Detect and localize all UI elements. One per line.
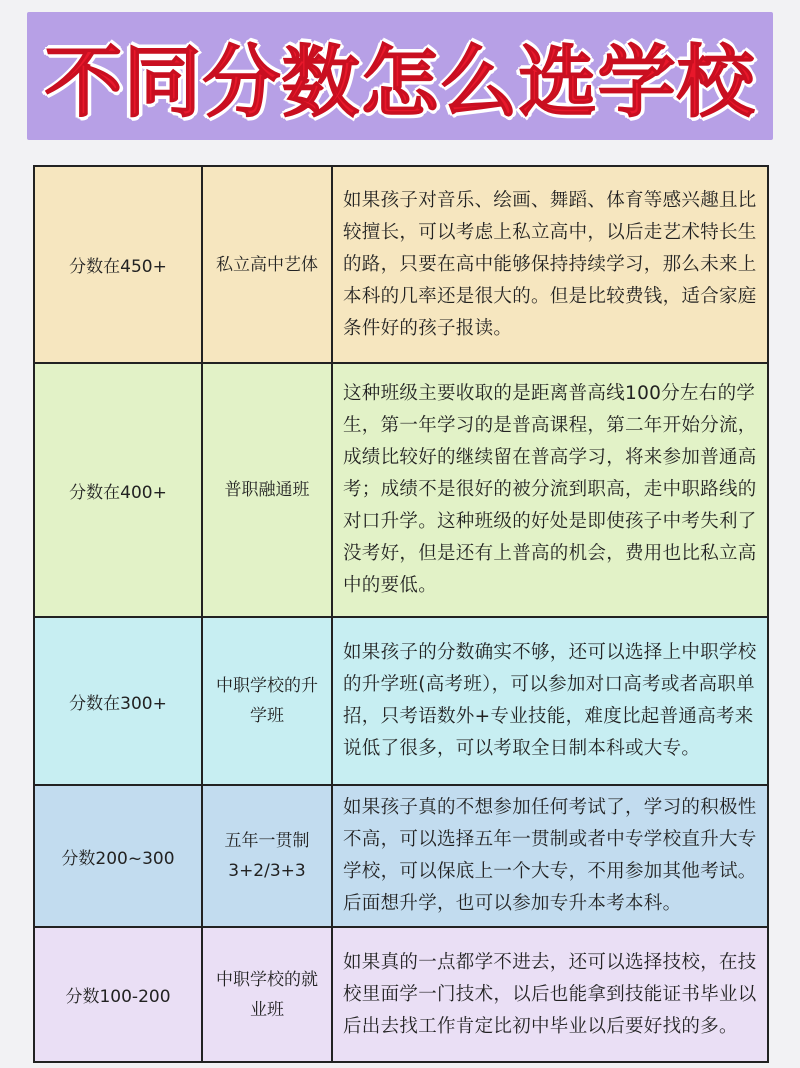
description-cell: 如果孩子对音乐、绘画、舞蹈、体育等感兴趣且比较擅长，可以考虑上私立高中，以后走艺术特长生的路，只要在高中能够保持持续学习，那么未来上本科的几率还是很大的。但是比较费钱，适合家庭条件好的孩子报读。 xyxy=(333,167,767,362)
score-cell: 分数在300+ xyxy=(35,618,203,784)
description-cell: 如果孩子真的不想参加任何考试了，学习的积极性不高，可以选择五年一贯制或者中专学校直升大专学校，可以保底上一个大专，不用参加其他考试。后面想升学，也可以参加专升本考本科。 xyxy=(333,786,767,926)
description-cell: 如果孩子的分数确实不够，还可以选择上中职学校的升学班(高考班），可以参加对口高考或者高职单招，只考语数外+专业技能，难度比起普通高考来说低了很多，可以考取全日制本科或大专。 xyxy=(333,618,767,784)
title-banner xyxy=(27,12,773,140)
school-type-cell: 中职学校的升学班 xyxy=(203,618,333,784)
school-type-cell: 五年一贯制3+2/3+3 xyxy=(203,786,333,926)
school-type-cell: 中职学校的就业班 xyxy=(203,928,333,1061)
table-row xyxy=(35,928,767,1061)
description-cell: 如果真的一点都学不进去，还可以选择技校，在技校里面学一门技术，以后也能拿到技能证书毕业以后出去找工作肯定比初中毕业以后要好找的多。 xyxy=(333,928,767,1061)
score-cell: 分数200~300 xyxy=(35,786,203,926)
score-cell: 分数在400+ xyxy=(35,364,203,616)
score-cell: 分数100-200 xyxy=(35,928,203,1061)
table-row xyxy=(35,618,767,786)
school-type-cell: 普职融通班 xyxy=(203,364,333,616)
school-type-cell: 私立高中艺体 xyxy=(203,167,333,362)
table-row xyxy=(35,167,767,364)
table-row xyxy=(35,364,767,618)
score-cell: 分数在450+ xyxy=(35,167,203,362)
table-row xyxy=(35,786,767,928)
page-title: 不同分数怎么选学校 xyxy=(44,38,756,128)
description-cell: 这种班级主要收取的是距离普高线100分左右的学生，第一年学习的是普高课程，第二年开始分流，成绩比较好的继续留在普高学习，将来参加普通高考；成绩不是很好的被分流到职高，走中职路线的对口升学。这种班级的好处是即使孩子中考失利了没考好，但是还有上普高的机会，费用也比私立高中的要低。 xyxy=(333,364,767,616)
school-choice-table xyxy=(33,165,769,1063)
